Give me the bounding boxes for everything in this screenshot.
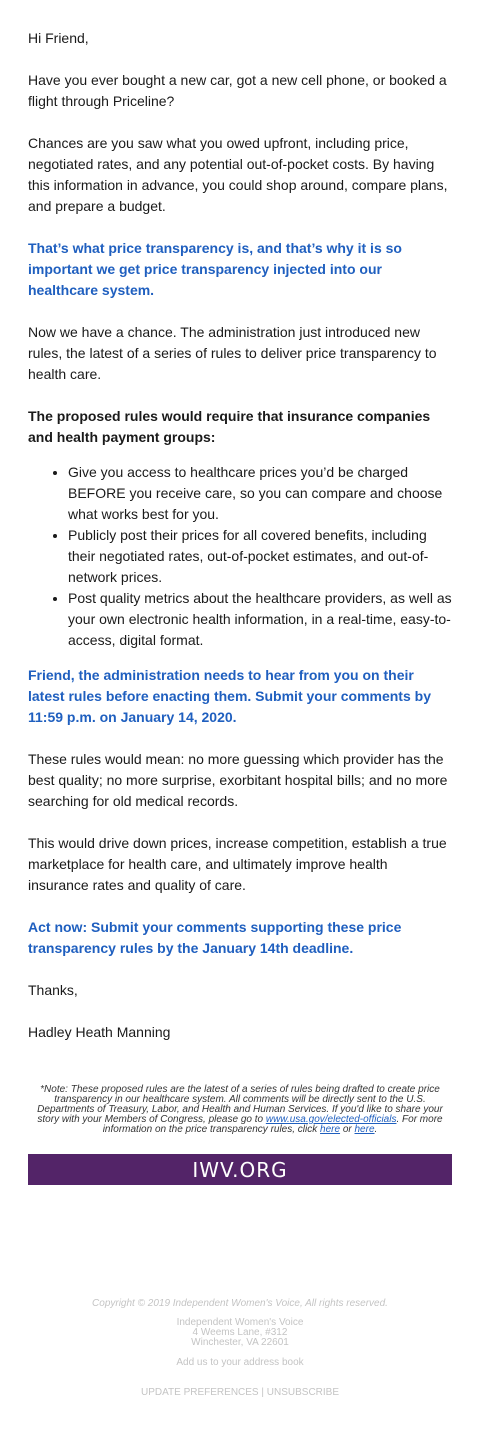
note-text: *Note: These proposed rules are the latest of a series of rules being drafted to create price transparency in our healthcare system. All comments will be directly sent to the U.S. Departments of Treasury, Labor, and Health and Human Services. If you'd like to share your story with your Members of Congress, please go to (37, 1084, 443, 1125)
signature: Hadley Heath Manning (28, 1024, 171, 1040)
call-to-action: Act now: Submit your comments supporting these price transparency rules by the January 14th deadline. (28, 919, 402, 956)
update-preferences-link[interactable]: UPDATE PREFERENCES (140, 1387, 259, 1398)
separator: | (258, 1387, 267, 1398)
iwv-banner[interactable] (28, 1154, 452, 1185)
email-body (28, 28, 452, 1064)
address-line-2: Winchester, VA 22601 (191, 1337, 289, 1348)
list-item: • Give you access to healthcare prices you’d be charged BEFORE you receive care, so you can compare and choose what works best for you. (68, 462, 452, 525)
greeting: Hi Friend, (28, 30, 89, 46)
context-paragraph: Chances are you saw what you owed upfront, including price, negotiated rates, and any potential out-of-pocket costs. By having this information in advance, you could shop around, compare plans, and prepare a budget. (28, 135, 448, 214)
unsubscribe-link[interactable]: UNSUBSCRIBE (266, 1387, 340, 1398)
here-link-1[interactable]: here (320, 1124, 341, 1135)
highlight-paragraph-1: That’s what price transparency is, and that’s why it is so important we get price transparency injected into our healthcare system. (28, 240, 402, 298)
elected-officials-link[interactable]: www.usa.gov/elected-officials (265, 1114, 397, 1125)
list-item: • Publicly post their prices for all covered benefits, including their negotiated rates, out-of-pocket estimates, and out-of-network prices. (68, 525, 452, 588)
note-text: or (340, 1124, 355, 1135)
copyright: Copyright © 2019 Independent Women's Voice, All rights reserved. (92, 1298, 388, 1309)
list-item: • Post quality metrics about the healthcare providers, as well as your own electronic health information, in a real-time, easy-to-access, digital format. (68, 588, 452, 651)
address-line-1: 4 Weems Lane, #312 (192, 1327, 288, 1338)
rules-list (68, 462, 452, 651)
rules-paragraph: Now we have a chance. The administration just introduced new rules, the latest of a series of rules to deliver price transparency to health care. (28, 324, 437, 382)
note-text: . (374, 1124, 378, 1135)
footer-links (0, 1388, 480, 1398)
org-name: Independent Women's Voice (176, 1317, 304, 1328)
here-link-2[interactable]: here (354, 1124, 375, 1135)
address-book-link[interactable]: Add us to your address book (176, 1357, 304, 1368)
intro-paragraph: Have you ever bought a new car, got a new cell phone, or booked a flight through Priceline? (28, 72, 447, 109)
highlight-paragraph-2: Friend, the administration needs to hear from you on their latest rules before enacting them. Submit your comments by 11:59 p.m. on January 14, 2020. (28, 667, 431, 725)
iwv-logo-text: IWV.ORG (192, 1157, 288, 1182)
signoff: Thanks, (28, 982, 78, 998)
proposed-rules-heading: The proposed rules would require that insurance companies and health payment groups: (28, 408, 431, 445)
footnote (28, 1085, 452, 1135)
note-text: . For more information on the price transparency rules, click (102, 1114, 443, 1135)
benefits-paragraph: This would drive down prices, increase competition, establish a true marketplace for health care, and ultimately improve health insurance rates and quality of care. (28, 835, 447, 893)
meaning-paragraph: These rules would mean: no more guessing which provider has the best quality; no more surprise, exorbitant hospital bills; and no more searching for old medical records. (28, 751, 448, 809)
